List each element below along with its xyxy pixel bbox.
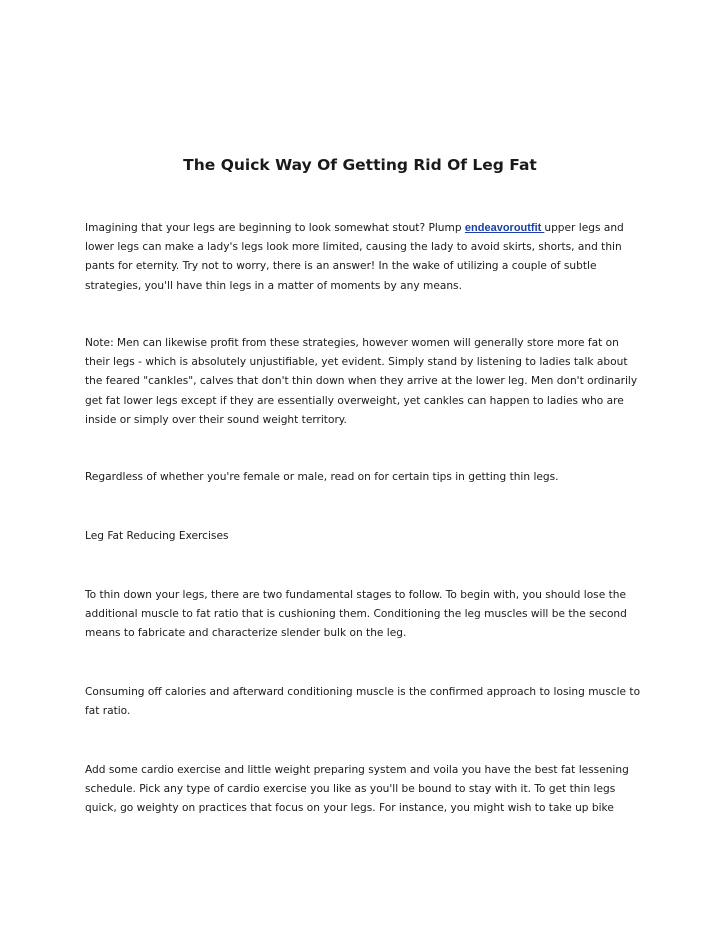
endeavoroutfit-link[interactable]: endeavoroutfit xyxy=(464,222,545,234)
paragraph-calories: Consuming off calories and afterward conditioning muscle is the confirmed approach to losing muscle to fat ratio. xyxy=(85,686,641,718)
paragraph-intro-text-start: Imagining that your legs are beginning to look somewhat stout? Plump xyxy=(85,222,465,234)
paragraph-intro xyxy=(85,219,641,296)
paragraph-intro-text-end: upper legs and lower legs can make a lady's legs look more limited, causing the lady to avoid skirts, shorts, and thin pants for eternity. Try not to worry, there is an answer! In the wake of utilizing a couple of subtle strategies, you'll have thin legs in a matter of moments by any means. xyxy=(85,222,624,292)
document-title: The Quick Way Of Getting Rid Of Leg Fat xyxy=(183,156,537,174)
paragraph-note: Note: Men can likewise profit from these strategies, however women will generally store more fat on their legs - which is absolutely unjustifiable, yet evident. Simply stand by listening to ladies talk about the feared "cankles", calves that don't thin down when they arrive at the lower leg. Men don't ordinarily get fat lower legs except if they are essentially overweight, yet cankles can happen to ladies who are inside or simply over their sound weight territory. xyxy=(85,337,638,426)
section-heading-exercises: Leg Fat Reducing Exercises xyxy=(85,530,229,542)
paragraph-tips: Regardless of whether you're female or male, read on for certain tips in getting thin legs. xyxy=(85,471,559,483)
paragraph-stages: To thin down your legs, there are two fundamental stages to follow. To begin with, you should lose the additional muscle to fat ratio that is cushioning them. Conditioning the leg muscles will be the second means to fabricate and characterize slender bulk on the leg. xyxy=(85,589,627,640)
paragraph-cardio: Add some cardio exercise and little weight preparing system and voila you have the best fat lessening schedule. Pick any type of cardio exercise you like as you'll be bound to stay with it. To get thin legs quick, go weighty on practices that focus on your legs. For instance, you might wish to take up bike xyxy=(85,764,629,815)
